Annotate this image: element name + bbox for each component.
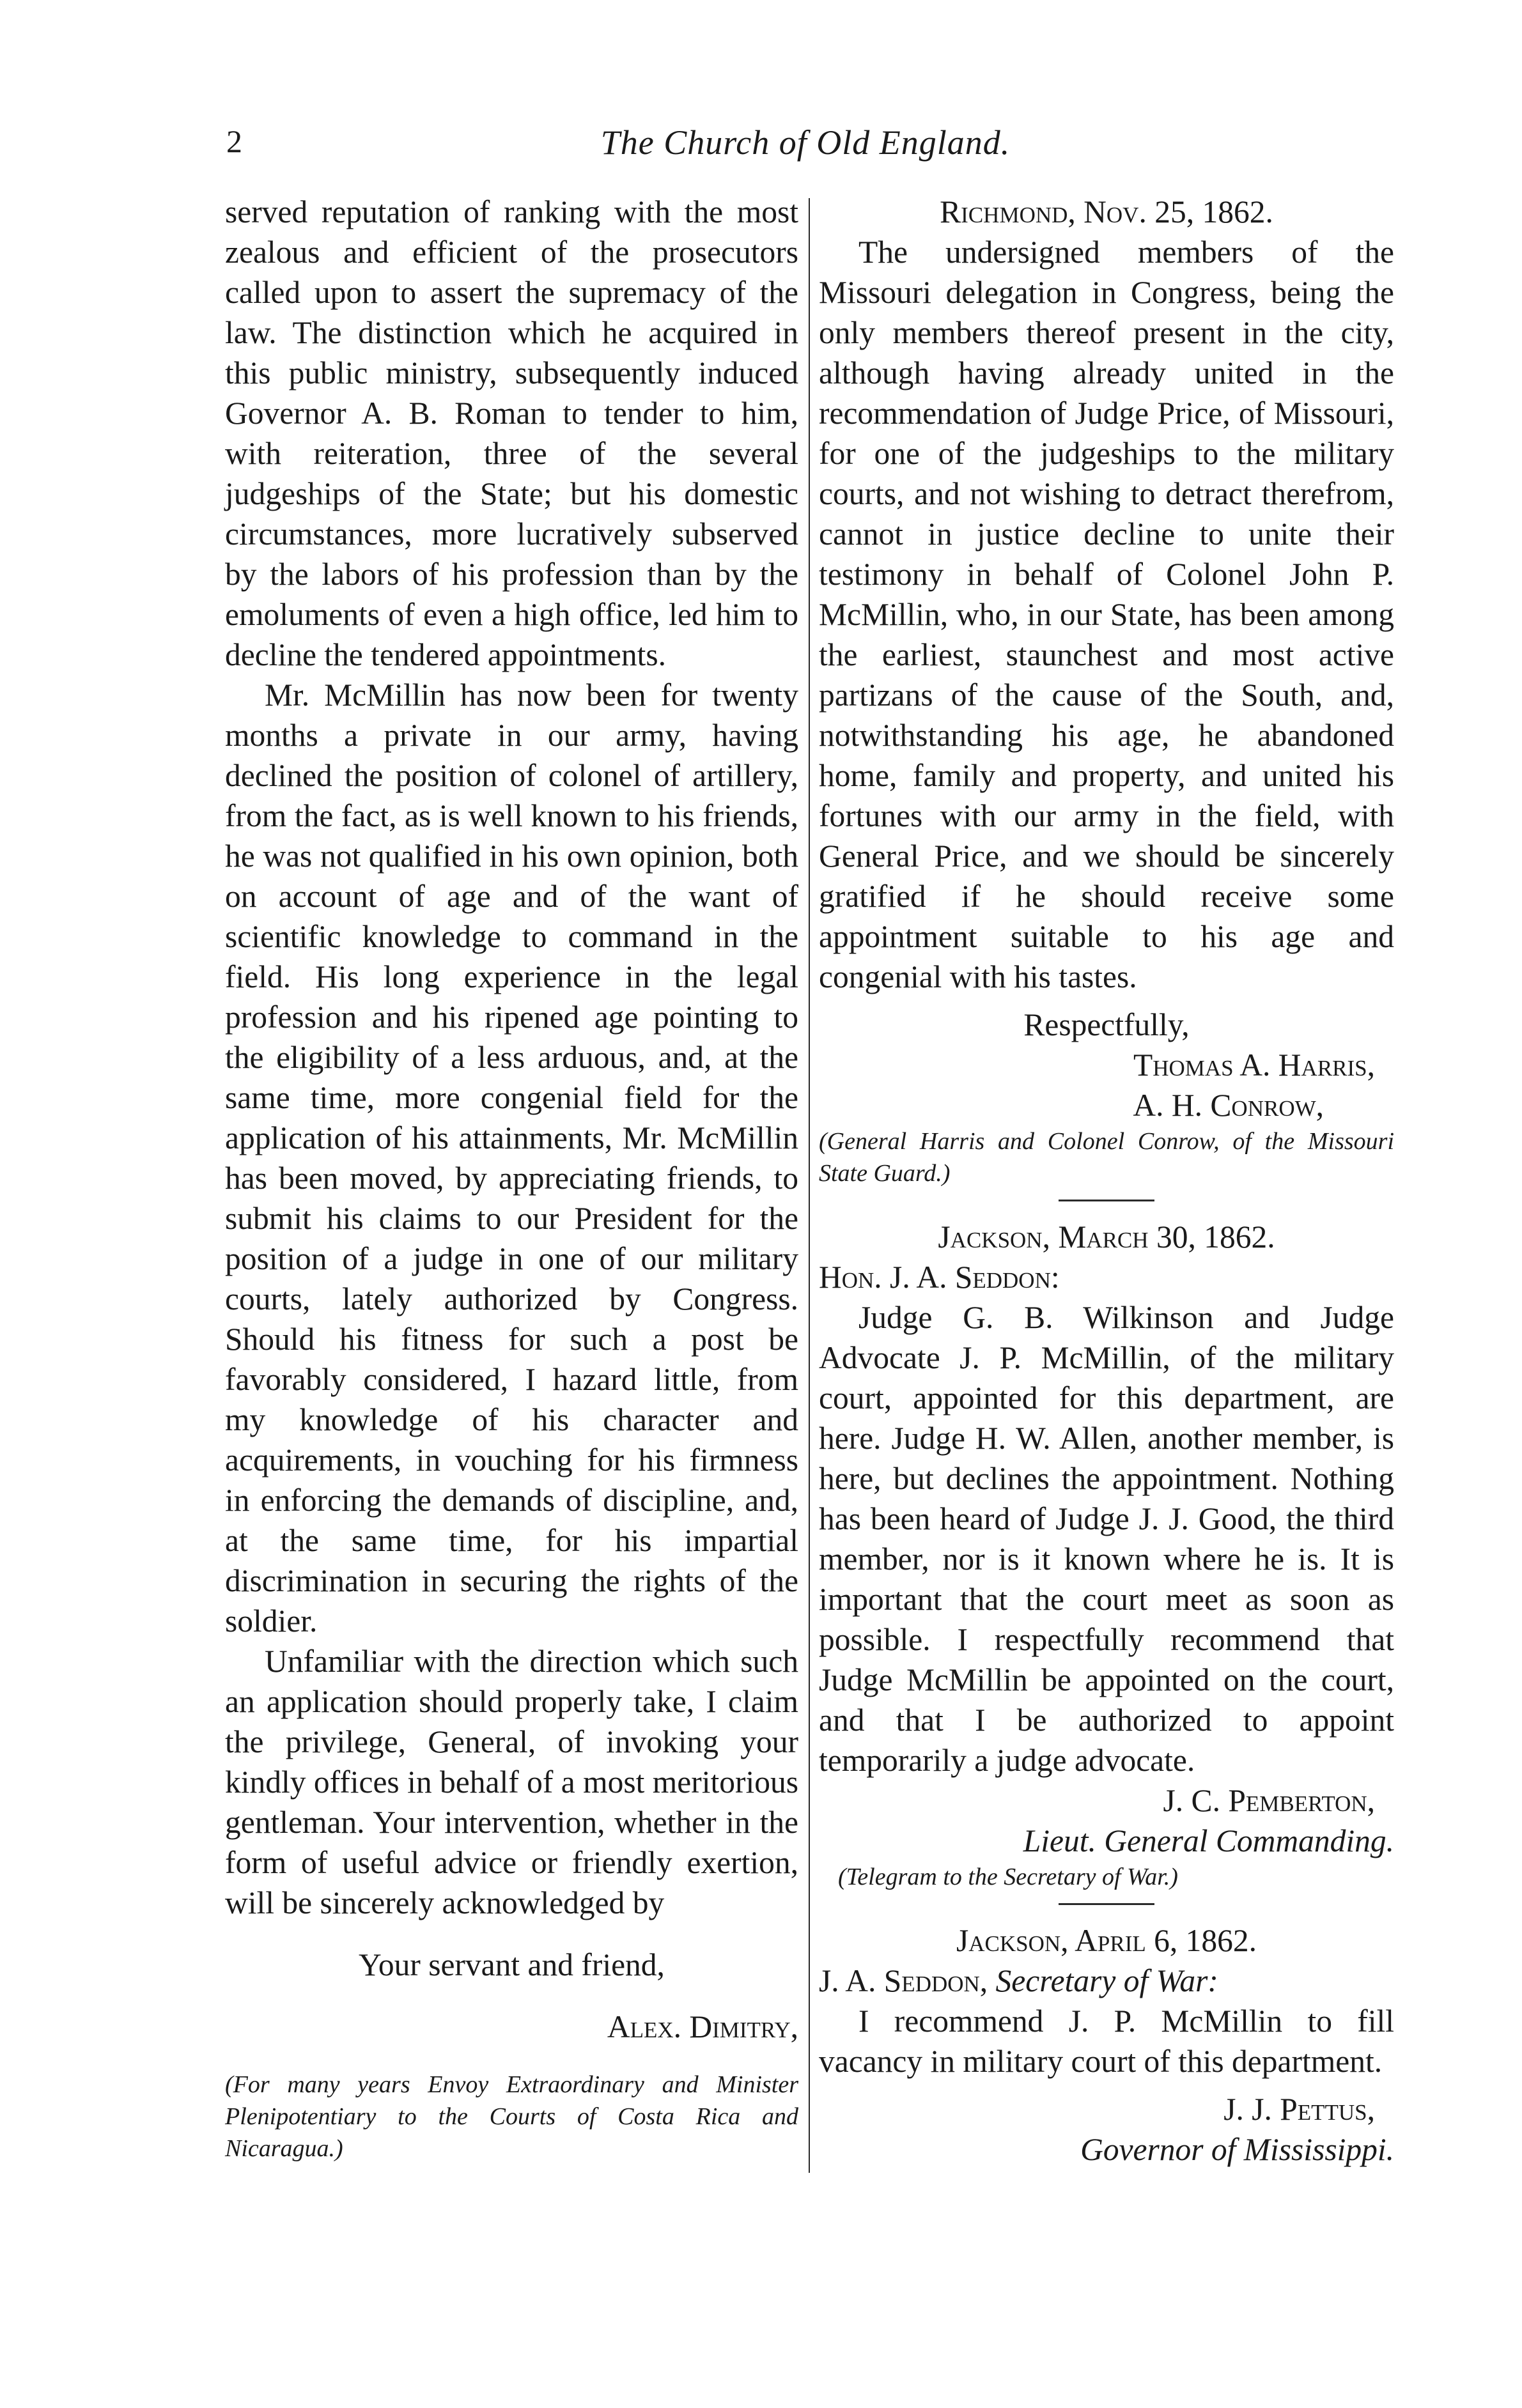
- letter3-salutation-name: J. A. Seddon,: [819, 1963, 988, 1998]
- left-paragraph-1: served reputation of ranking with the most zealous and efficient of the prosecutors called upon to assert the supremacy of the law. The distinction which he acquired in this public ministry, subsequently induced Governor A. B. Roman to tender to him, with reiteration, three of the several judgeships of the State; but his domestic circumstances, more lucratively subserved by the labors of his profession than by the emoluments of even a high office, led him to decline the tendered appointments.: [225, 194, 798, 672]
- letter3-salutation-title: Secretary of War:: [995, 1963, 1218, 1998]
- letter3-body: I recommend J. P. McMillin to fill vacancy in military court of this department.: [819, 2003, 1394, 2079]
- page-number: 2: [226, 123, 242, 159]
- left-paragraph-3: Unfamiliar with the direction which such an application should properly take, I claim the privilege, General, of invoking your kindly offices in behalf of a most meritorious gentleman. Your intervention, whether in the form of useful advice or friendly exertion, will be sincerely acknowledged by: [225, 1644, 798, 1920]
- letter2-title: Lieut. General Commanding.: [1023, 1823, 1394, 1858]
- letter2-note: (Telegram to the Secretary of War.): [838, 1864, 1178, 1890]
- letter1-signer-1: Thomas A. Harris,: [1133, 1047, 1375, 1083]
- letter1-closing: Respectfully,: [1023, 1007, 1190, 1042]
- letter1-signer-2: A. H. Conrow,: [1133, 1088, 1324, 1123]
- letter2-body: Judge G. B. Wilkinson and Judge Advocate J. P. McMillin, of the military court, appointed for this department, are here. Judge H. W. Allen, another member, is here, but declines the appointment. Nothing has been heard of Judge J. J. Good, the third member, nor is it known where he is. It is important that the court meet as soon as possible. I respectfully recommend that Judge McMillin be appointed on the court, and that I be authorized to appoint temporarily a judge advocate.: [819, 1300, 1394, 1778]
- letter2-salutation: Hon. J. A. Seddon:: [819, 1260, 1060, 1295]
- left-signature: Alex. Dimitry,: [607, 2009, 798, 2044]
- letter3-dateline: Jackson, April 6, 1862.: [956, 1923, 1257, 1958]
- letter2-dateline: Jackson, March 30, 1862.: [938, 1219, 1275, 1254]
- column-divider: [809, 198, 810, 2173]
- letter3-salutation: [819, 1961, 1394, 2001]
- left-closing: Your servant and friend,: [359, 1947, 665, 1982]
- letter3-title: Governor of Mississippi.: [1080, 2132, 1394, 2167]
- right-column: [819, 192, 1394, 2170]
- page-header: [211, 123, 1400, 174]
- running-title: The Church of Old England.: [600, 123, 1011, 162]
- letter1-dateline: Richmond, Nov. 25, 1862.: [940, 194, 1273, 229]
- left-column: [225, 192, 798, 2165]
- left-paragraph-2: Mr. McMillin has now been for twenty months a private in our army, having declined the position of colonel of artillery, from the fact, as is well known to his friends, he was not qualified in his own opinion, both on account of age and of the want of scientific knowledge to command in the field. His long experience in the legal profession and his ripened age pointing to the eligibility of a less arduous, and, at the same time, more congenial field for the application of his attainments, Mr. McMillin has been moved, by appreciating friends, to submit his claims to our President for the position of a judge in one of our military courts, lately authorized by Congress. Should his fitness for such a post be favorably considered, I hazard little, from my knowledge of his character and acquirements, in vouching for his firmness in enforcing the demands of discipline, and, at the same time, for his impartial discrimination in securing the rights of the soldier.: [225, 677, 798, 1639]
- letter1-note: (General Harris and Colonel Conrow, of the Missouri State Guard.): [819, 1128, 1394, 1187]
- section-divider: [1059, 1903, 1154, 1905]
- letter3-signer: J. J. Pettus,: [1223, 2092, 1375, 2127]
- left-note: (For many years Envoy Extraordinary and Minister Plenipotentiary to the Courts of Costa Rica and Nicaragua.): [225, 2071, 798, 2162]
- letter1-body: The undersigned members of the Missouri delegation in Congress, being the only members thereof present in the city, although having already united in the recommendation of Judge Price, of Missouri, for one of the judgeships to the military courts, and not wishing to detract therefrom, cannot in justice decline to unite their testimony in behalf of Colonel John P. McMillin, who, in our State, has been among the earliest, staunchest and most active partizans of the cause of the South, and, notwithstanding his age, he abandoned home, family and property, and united his fortunes with our army in the field, with General Price, and we should be sincerely gratified if he should receive some appointment suitable to his age and congenial with his tastes.: [819, 235, 1394, 994]
- letter2-signer: J. C. Pemberton,: [1163, 1783, 1375, 1818]
- section-divider: [1059, 1200, 1154, 1201]
